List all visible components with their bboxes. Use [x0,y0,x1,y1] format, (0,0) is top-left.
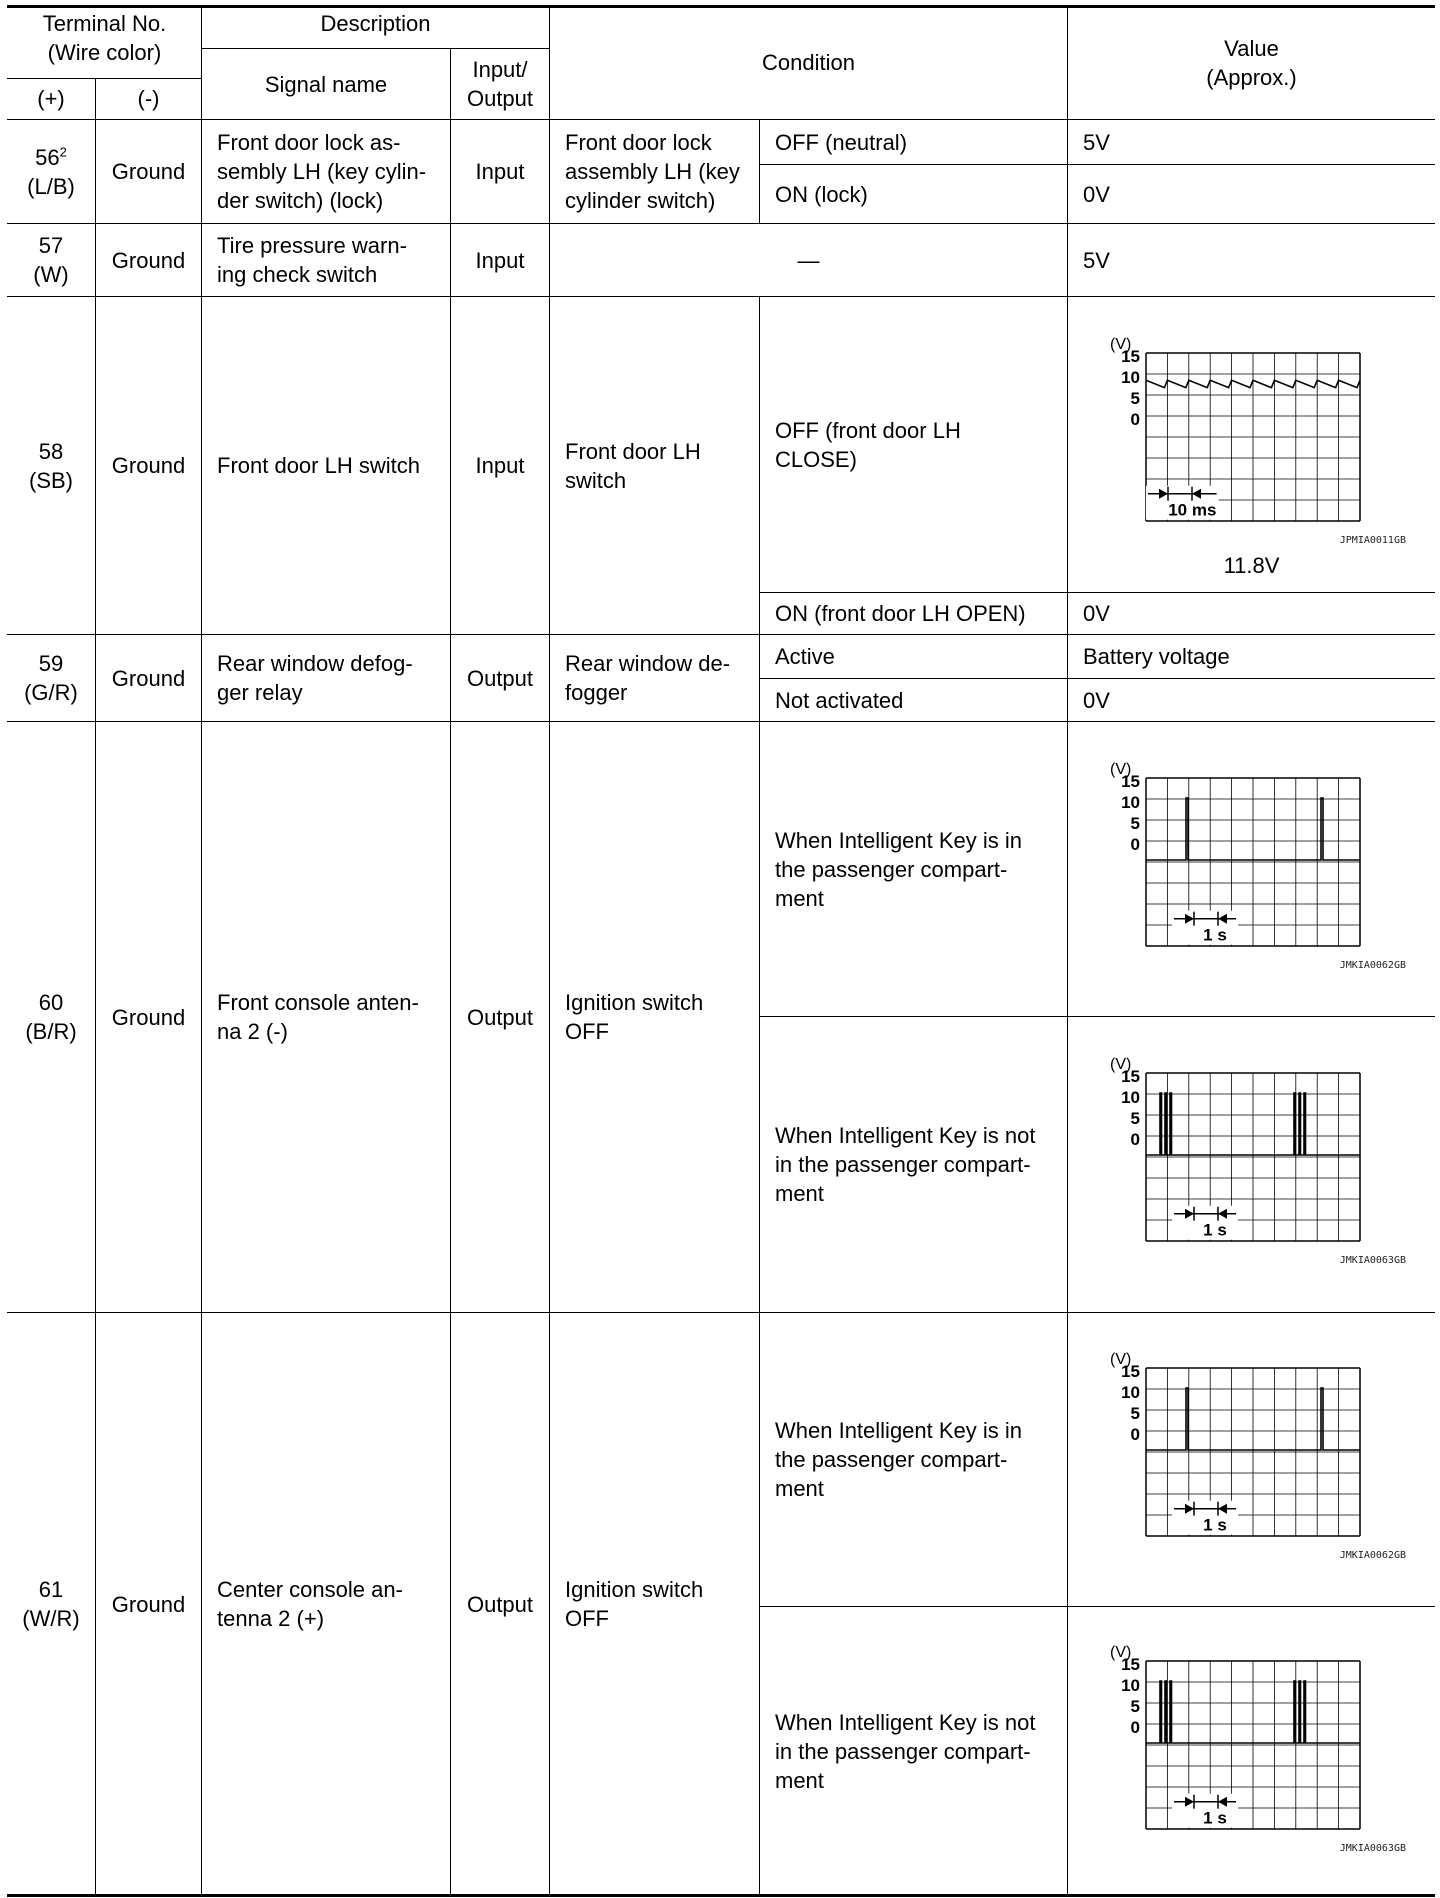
header-input-output [451,49,549,119]
value-label: 5V [1083,129,1110,155]
condition-line: switch [565,467,627,493]
condition-line: OFF [565,1019,609,1044]
pulse-waveform-chart [1108,760,1408,980]
condition [550,635,759,721]
value-label: 0V [1083,687,1110,713]
value-label: 0V [1083,601,1110,626]
sub-condition-line: CLOSE) [775,446,857,472]
terminal-number: 61 [38,1577,64,1602]
y-axis-unit-label: (V) [1110,761,1132,778]
time-division-label: 10 ms [1168,500,1217,520]
terminal-number: 56 [35,144,60,170]
wire-color: (SB) [29,467,73,493]
signal-line: na 2 (-) [217,1019,288,1044]
condition-line: Ignition switch [565,990,704,1015]
header-terminal-no-label: Terminal No. [42,11,167,36]
header-condition-label: Condition [762,50,855,75]
sub-condition-label: Not activated [775,687,904,713]
header-signal-name-label: Signal name [264,71,388,97]
signal-line: der switch) (lock) [217,188,384,213]
signal-line: Front console anten- [217,990,419,1015]
terminal-59 [7,635,95,721]
figure-code: JMKIA0063GB [1339,1255,1406,1266]
minus-terminal [96,120,201,223]
sub-condition-line: ment [775,1767,824,1793]
figure-code: JPMIA0011GB [1339,535,1406,545]
sawtooth-waveform-chart [1108,335,1408,545]
minus-label: Ground [111,159,186,184]
header-description: Description [320,11,431,36]
condition-line: Ignition switch [565,1577,704,1602]
io-label: Output [466,1004,534,1030]
signal-line: ing check switch [217,262,378,287]
figure-code: JMKIA0062GB [1339,960,1406,971]
sub-condition [760,297,1067,592]
terminal-61 [7,1313,95,1895]
time-division-label: 1 s [1203,925,1227,945]
sub-condition [760,1313,1067,1606]
minus-terminal [96,635,201,721]
y-tick-label: 15 [1121,772,1140,791]
minus-terminal [96,1313,201,1895]
y-tick-label: 0 [1130,410,1140,429]
io-label: Output [466,1591,534,1617]
terminal-56 [7,120,95,223]
io-label: Output [466,665,534,691]
y-tick-label: 0 [1130,1130,1140,1149]
terminal-number: 57 [38,233,64,258]
header-io-line2: Output [466,86,534,111]
y-tick-label: 0 [1130,1425,1140,1444]
condition [550,224,1067,296]
y-tick-label: 10 [1121,793,1140,812]
time-division-label: 1 s [1203,1515,1227,1535]
condition-line: OFF [565,1606,609,1631]
signal-line: tenna 2 (+) [217,1606,325,1631]
value-label: Battery voltage [1083,644,1230,669]
sub-condition-line: OFF (front door LH [775,417,961,443]
header-value-line2: (Approx.) [1206,64,1297,90]
condition [550,722,759,1312]
pulse-burst-waveform-chart [1108,1055,1408,1275]
io-label: Input [475,247,525,273]
header-value-line1: Value [1224,35,1279,61]
minus-label: Ground [111,247,186,273]
signal-name [202,297,450,634]
sub-condition [760,1607,1067,1895]
y-tick-label: 10 [1121,1088,1140,1107]
minus-label: Ground [111,1004,186,1030]
sub-condition-label: Active [775,644,835,669]
y-tick-label: 10 [1121,1383,1140,1402]
oscilloscope-waveform [1108,760,1408,980]
signal-name [202,635,450,721]
signal-line: Front door LH switch [217,453,420,478]
wire-color: (L/B) [27,173,75,199]
value [1068,224,1435,296]
minus-label: Ground [111,665,186,691]
sub-condition-line: the passenger compart- [775,856,1008,882]
sub-condition-line: in the passenger compart- [775,1152,1031,1177]
y-tick-label: 0 [1130,1718,1140,1737]
oscilloscope-waveform [1108,1350,1408,1570]
signal-name [202,224,450,296]
oscilloscope-waveform [1108,1055,1408,1275]
y-tick-label: 5 [1130,389,1140,408]
terminal-number: 59 [38,651,64,676]
signal-line: Center console an- [217,1577,403,1602]
wire-color: (G/R) [24,680,78,705]
value [1068,165,1435,223]
value [1068,593,1435,634]
condition-line: cylinder switch) [565,188,716,213]
value [1068,635,1435,678]
condition-line: Rear window de- [565,651,731,676]
terminal-footnote: 2 [59,144,67,160]
signal-line: sembly LH (key cylin- [217,159,427,184]
time-division-label: 1 s [1203,1220,1227,1240]
condition-line: Front door LH [565,438,701,464]
value-label: 5V [1083,247,1110,273]
input-output [451,722,549,1312]
y-tick-label: 15 [1121,347,1140,366]
sub-condition-line: When Intelligent Key is in [775,1418,1023,1443]
y-tick-label: 15 [1121,1362,1140,1381]
input-output [451,120,549,223]
signal-line: Tire pressure warn- [217,233,407,258]
condition [550,120,759,223]
sub-condition-line: in the passenger compart- [775,1738,1031,1764]
oscilloscope-waveform [1108,335,1408,555]
condition-line: fogger [565,680,628,705]
input-output [451,1313,549,1895]
y-tick-label: 10 [1121,1676,1140,1695]
terminal-number: 58 [38,438,64,464]
y-axis-unit-label: (V) [1110,1644,1132,1661]
signal-line: ger relay [217,680,303,705]
y-axis-unit-label: (V) [1110,1056,1132,1073]
wire-color: (W/R) [22,1606,80,1631]
condition [550,297,759,634]
terminal-60 [7,722,95,1312]
y-tick-label: 0 [1130,835,1140,854]
minus-label: Ground [111,453,186,478]
signal-line: Rear window defog- [217,651,413,676]
figure-code: JMKIA0062GB [1339,1550,1406,1561]
sub-condition-line: ment [775,1181,824,1206]
y-tick-label: 5 [1130,1109,1140,1128]
minus-terminal [96,297,201,634]
y-axis-unit-label: (V) [1110,1351,1132,1368]
condition-line: Front door lock [565,130,712,155]
header-terminal-no [7,9,202,67]
terminal-58 [7,297,95,634]
sub-condition [760,1017,1067,1312]
header-io-line1: Input/ [472,57,528,82]
condition-line: assembly LH (key [565,159,740,184]
sub-condition-label: ON (lock) [775,181,868,207]
signal-name [202,120,450,223]
y-tick-label: 5 [1130,814,1140,833]
figure-code: JMKIA0063GB [1339,1843,1406,1854]
header-value [1068,6,1435,119]
sub-condition [760,635,1067,678]
sub-condition [760,722,1067,1016]
sub-condition-line: When Intelligent Key is in [775,827,1023,853]
oscilloscope-waveform [1108,1643,1408,1863]
io-label: Input [475,453,525,478]
wire-color: (W) [33,262,69,287]
header-signal-name [202,49,450,119]
y-tick-label: 5 [1130,1404,1140,1423]
signal-name [202,1313,450,1895]
input-output [451,297,549,634]
sub-condition-line: ment [775,1476,824,1501]
sub-condition [760,593,1067,634]
pulse-waveform-chart [1108,1350,1408,1570]
value [1068,120,1435,164]
terminal-number: 60 [38,990,64,1015]
sub-condition-label: ON (front door LH OPEN) [775,601,1026,626]
header-condition [550,6,1067,119]
input-output [451,224,549,296]
header-plus: (+) [37,86,65,111]
sub-condition-label: OFF (neutral) [775,129,908,155]
input-output [451,635,549,721]
value-label: 0V [1083,181,1110,207]
header-minus: (-) [137,86,160,111]
signal-line: Front door lock as- [217,130,401,155]
condition-label: — [797,247,820,273]
y-tick-label: 15 [1121,1067,1140,1086]
value: 11.8V [1223,553,1280,578]
sub-condition-line: When Intelligent Key is not [775,1709,1036,1735]
terminal-57 [7,224,95,296]
sub-condition-line: the passenger compart- [775,1447,1008,1472]
value [1068,679,1435,721]
sub-condition [760,679,1067,721]
minus-terminal [96,722,201,1312]
y-tick-label: 5 [1130,1697,1140,1716]
signal-name [202,722,450,1312]
y-tick-label: 10 [1121,368,1140,387]
time-division-label: 1 s [1203,1808,1227,1828]
condition [550,1313,759,1895]
y-tick-label: 15 [1121,1655,1140,1674]
y-axis-unit-label: (V) [1110,336,1132,353]
sub-condition [760,120,1067,164]
minus-terminal [96,224,201,296]
sub-condition-line: When Intelligent Key is not [775,1123,1036,1148]
header-wire-color-label: (Wire color) [47,40,162,65]
sub-condition-line: ment [775,885,824,911]
rule [7,78,202,79]
wire-color: (B/R) [25,1019,77,1044]
io-label: Input [475,159,525,184]
pulse-burst-waveform-chart [1108,1643,1408,1863]
sub-condition [760,165,1067,223]
minus-label: Ground [111,1591,186,1617]
